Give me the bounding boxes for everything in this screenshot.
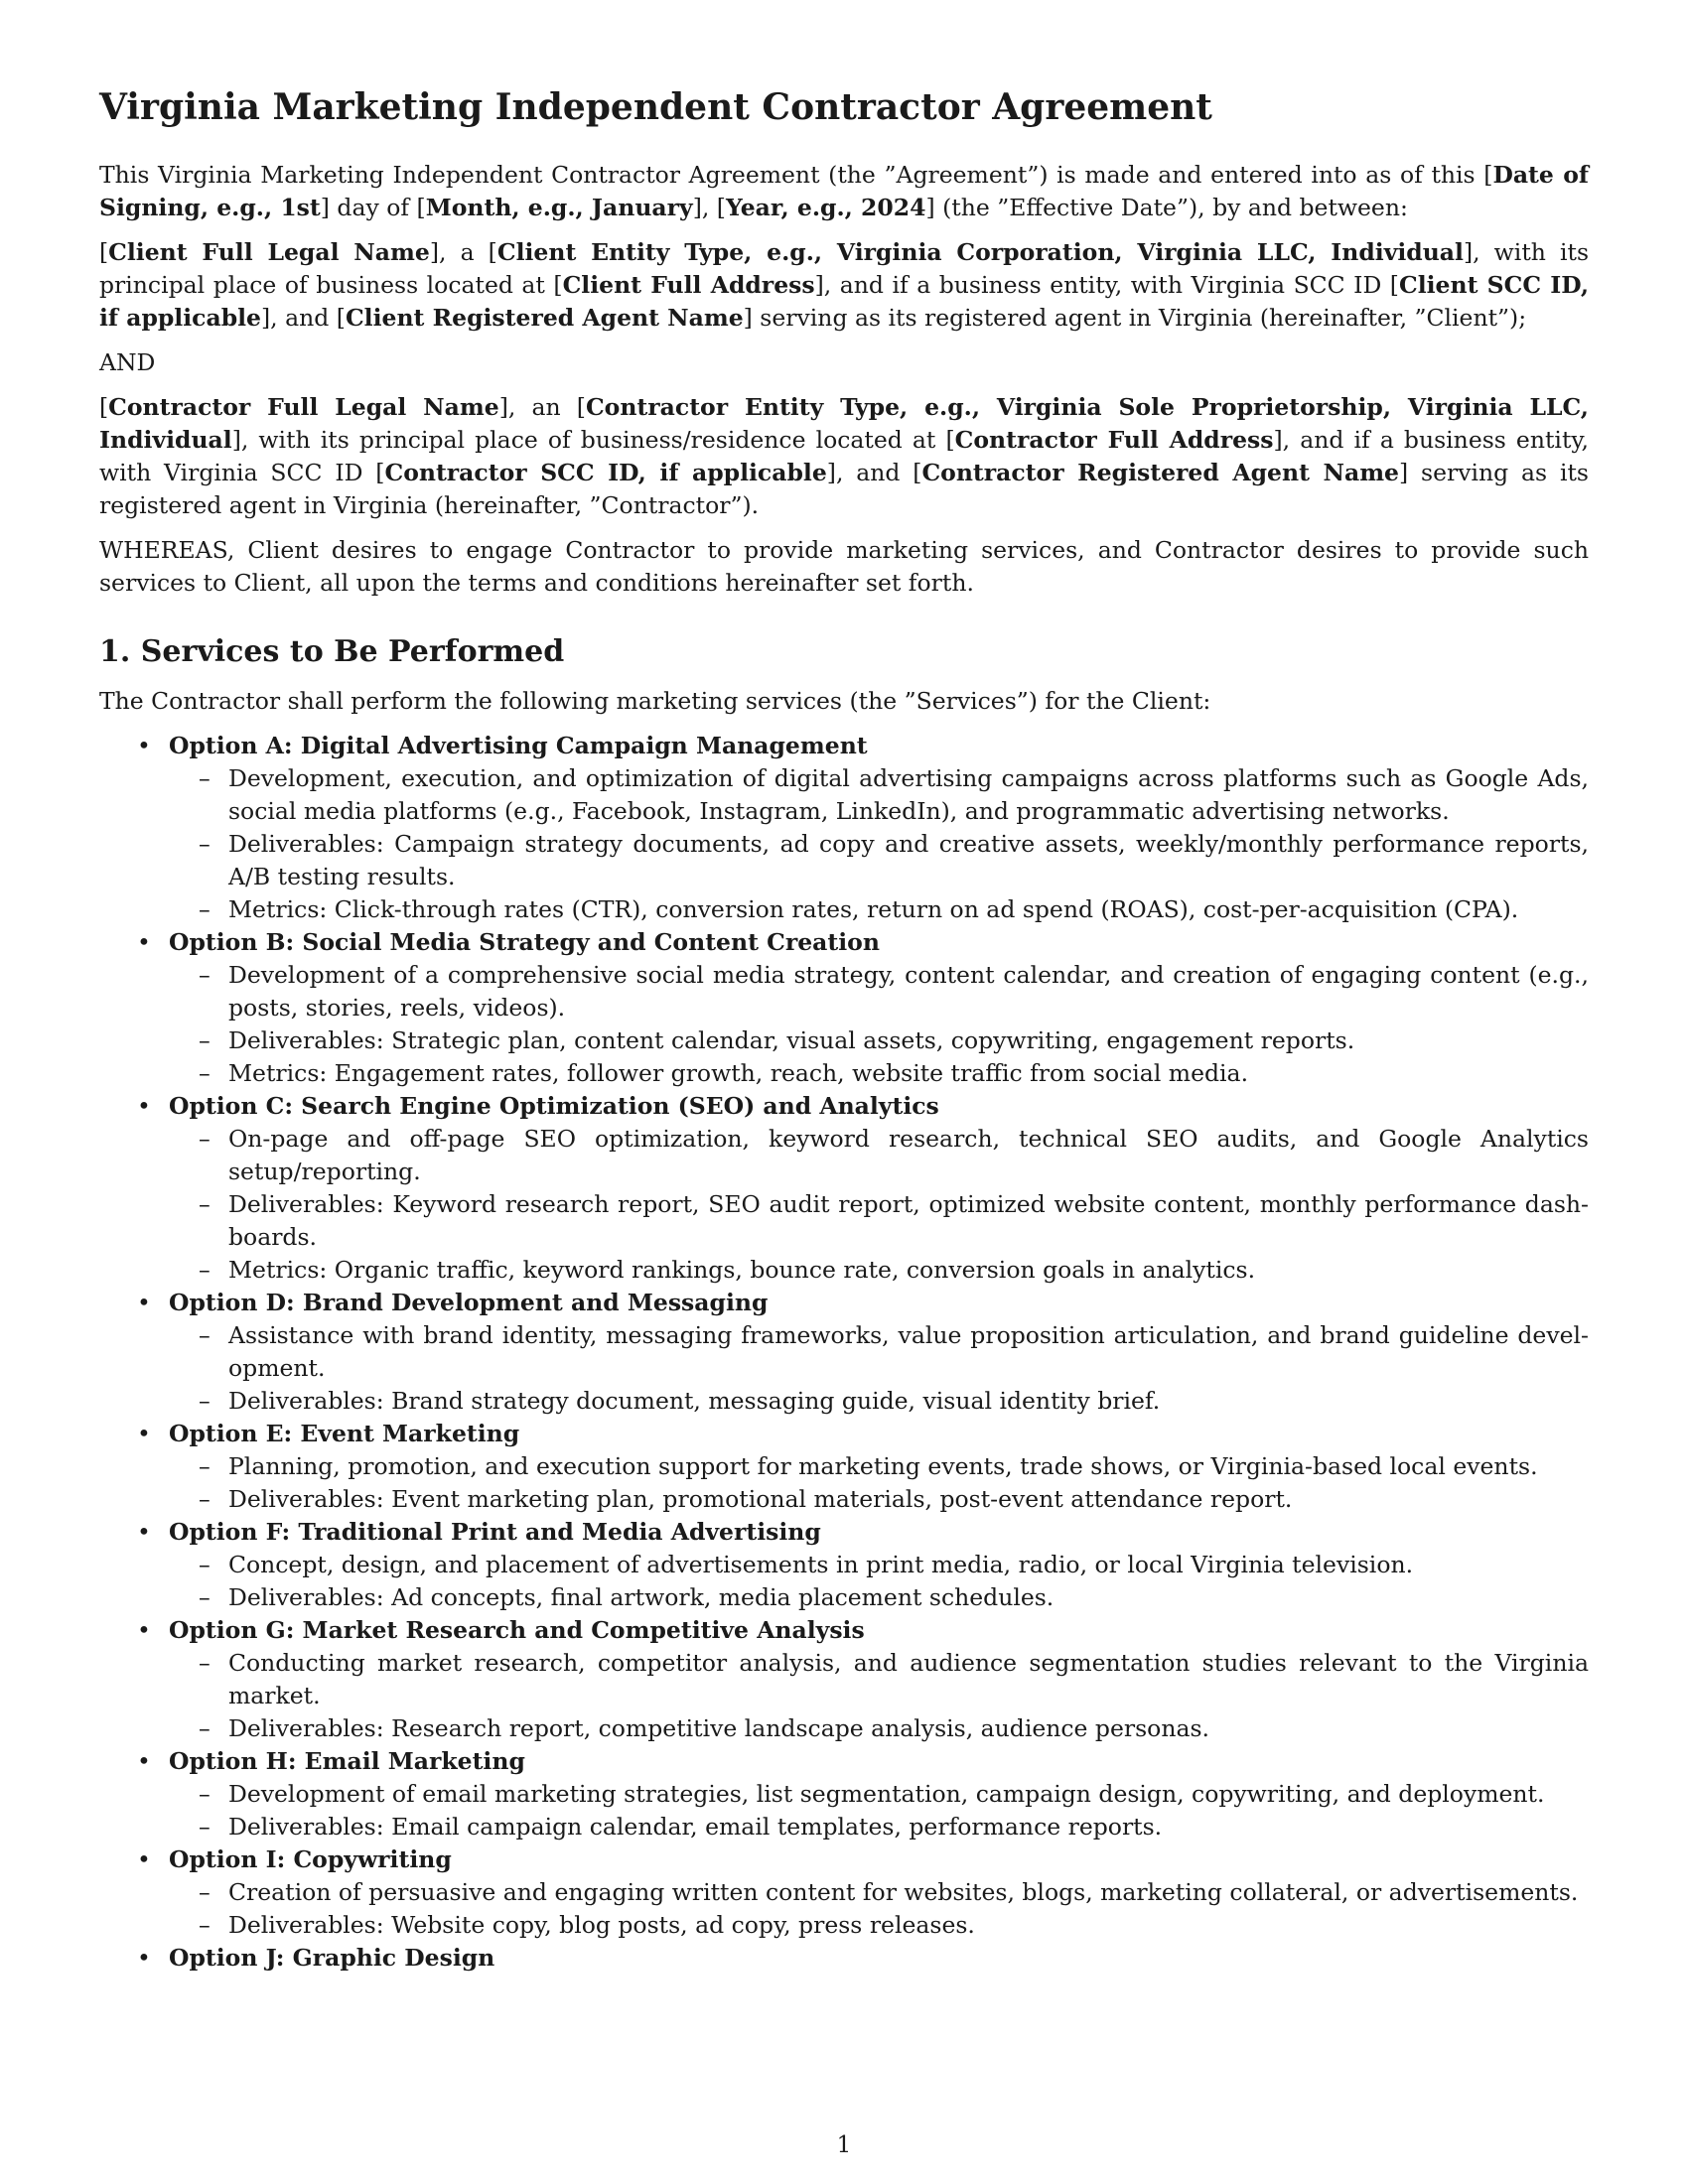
placeholder-field: Month, e.g., January	[425, 194, 693, 221]
intro-paragraph	[99, 159, 1589, 224]
placeholder-field: Contractor SCC ID, if applicable	[384, 459, 827, 486]
service-option-title: • Option C: Search Engine Optimization (SEO) and Analytics	[169, 1092, 939, 1120]
placeholder-field: Date of Signing, e.g., 1st	[99, 161, 1589, 221]
service-detail-item: – Deliverables: Strategic plan, content calendar, visual assets, copywriting, engagement reports.	[169, 1024, 1589, 1057]
service-detail-item: – Deliverables: Website copy, blog posts, ad copy, press releases.	[169, 1909, 1589, 1942]
service-detail-item: – Development of email marketing strategies, list segmentation, campaign design, copywriting, and deployment.	[169, 1778, 1589, 1811]
text-run: This Virginia Marketing Independent Contractor Agreement (the ”Agreement”) is made and entered into as of this	[99, 161, 1484, 189]
service-option-title: • Option B: Social Media Strategy and Content Creation	[169, 928, 880, 956]
page-number: 1	[836, 2132, 852, 2158]
service-options-list	[99, 730, 1589, 1975]
section-1-intro: The Contractor shall perform the following marketing services (the ”Services”) for the Client:	[99, 687, 1211, 715]
placeholder-field: Contractor Full Address	[954, 426, 1274, 454]
placeholder-field: Contractor Full Legal Name	[108, 393, 499, 421]
whereas-paragraph: WHEREAS, Client desires to engage Contractor to provide marketing services, and Contractor desires to provide such services to Client, all upon the terms and conditions hereinafter set forth.	[99, 536, 1589, 597]
service-detail-item: – Development, execution, and optimization of digital advertising campaigns across platforms such as Google Ads, social media platforms (e.g., Facebook, Instagram, LinkedIn), and programmatic advertising networks.	[169, 762, 1589, 828]
service-option-title: • Option J: Graphic Design	[169, 1944, 495, 1972]
service-detail-item: – Metrics: Engagement rates, follower growth, reach, website traffic from social media.	[169, 1057, 1589, 1090]
text-run: ] day of [	[320, 194, 426, 221]
service-option-details	[169, 1319, 1589, 1418]
service-option-details	[169, 1123, 1589, 1287]
service-option-details	[169, 1647, 1589, 1745]
service-detail-item: – Deliverables: Research report, competitive landscape analysis, audience personas.	[169, 1712, 1589, 1745]
service-option	[99, 1942, 1589, 1975]
and-label: AND	[99, 348, 156, 376]
service-detail-item: – Deliverables: Campaign strategy documents, ad copy and creative assets, weekly/monthly performance reports, A/B testing results.	[169, 828, 1589, 893]
service-detail-item: – Concept, design, and placement of advertisements in print media, radio, or local Virginia television.	[169, 1549, 1589, 1581]
section-1-heading: 1. Services to Be Performed	[99, 634, 565, 669]
text-run: ], and [	[261, 304, 346, 332]
service-detail-item: – Deliverables: Event marketing plan, promotional materials, post-event attendance report.	[169, 1483, 1589, 1516]
service-option-title: • Option I: Copywriting	[169, 1845, 452, 1873]
placeholder-field: Year, e.g., 2024	[725, 194, 926, 221]
service-option-details	[169, 762, 1589, 926]
text-run: ] (the ”Effective Date”), by and between:	[925, 194, 1408, 221]
service-option-details	[169, 959, 1589, 1090]
placeholder-field: Client Full Legal Name	[108, 238, 430, 266]
text-run: ], and [	[826, 459, 922, 486]
text-run: ], and if a business entity, with Virginia SCC ID [	[99, 426, 1590, 486]
service-detail-item: – Deliverables: Brand strategy document, messaging guide, visual identity brief.	[169, 1385, 1589, 1418]
service-detail-item: – On-page and off-page SEO optimization, keyword research, technical SEO audits, and Google Analytics setup/reporting.	[169, 1123, 1589, 1188]
placeholder-field: Contractor Entity Type, e.g., Virginia Sole Proprietorship, Virginia LLC, Individual	[99, 393, 1589, 454]
placeholder-field: Client Entity Type, e.g., Virginia Corporation, Virginia LLC, Individual	[496, 238, 1464, 266]
text-run: ], with its principal place of business located at [	[99, 238, 1590, 299]
service-option-details	[169, 1778, 1589, 1843]
document-body	[99, 85, 1589, 1975]
service-detail-item: – Assistance with brand identity, messaging frameworks, value proposition articulation, and brand guideline development.	[169, 1319, 1589, 1385]
text-run: ] serving as its registered agent in Virginia (hereinafter, ”Contractor”).	[99, 459, 1589, 519]
service-detail-item: – Deliverables: Keyword research report, SEO audit report, optimized website content, monthly performance dashboards.	[169, 1188, 1589, 1254]
placeholder-field: Client Registered Agent Name	[345, 304, 744, 332]
text-run: ], with its principal place of business/residence located at [	[231, 426, 955, 454]
document-title: Virginia Marketing Independent Contractor Agreement	[99, 86, 1212, 128]
service-detail-item: – Deliverables: Ad concepts, final artwork, media placement schedules.	[169, 1581, 1589, 1614]
text-run: [	[1483, 161, 1493, 189]
service-detail-item: – Creation of persuasive and engaging written content for websites, blogs, marketing collateral, or advertisements.	[169, 1876, 1589, 1909]
placeholder-field: Client SCC ID, if applicable	[99, 271, 1589, 332]
service-option	[99, 1418, 1589, 1516]
service-option	[99, 1287, 1589, 1418]
service-option	[99, 1516, 1589, 1614]
client-paragraph	[99, 236, 1589, 335]
service-detail-item: – Development of a comprehensive social media strategy, content calendar, and creation of engaging content (e.g., posts, stories, reels, videos).	[169, 959, 1589, 1024]
contractor-paragraph	[99, 391, 1589, 522]
text-run: ], and if a business entity, with Virginia SCC ID [	[814, 271, 1399, 299]
service-option	[99, 730, 1589, 926]
service-option	[99, 1090, 1589, 1287]
service-detail-item: – Planning, promotion, and execution support for marketing events, trade shows, or Virginia-based local events.	[169, 1450, 1589, 1483]
text-run: ], [	[692, 194, 726, 221]
service-option-title: • Option D: Brand Development and Messaging	[169, 1289, 769, 1316]
service-option-title: • Option E: Event Marketing	[169, 1420, 520, 1447]
service-detail-item: – Conducting market research, competitor analysis, and audience segmentation studies relevant to the Virginia market.	[169, 1647, 1589, 1712]
placeholder-field: Contractor Registered Agent Name	[921, 459, 1400, 486]
service-option	[99, 1614, 1589, 1745]
service-detail-item: – Metrics: Click-through rates (CTR), conversion rates, return on ad spend (ROAS), cost-per-acquisition (CPA).	[169, 893, 1589, 926]
service-detail-item: – Deliverables: Email campaign calendar, email templates, performance reports.	[169, 1811, 1589, 1843]
service-option	[99, 1745, 1589, 1843]
service-detail-item: – Metrics: Organic traffic, keyword rankings, bounce rate, conversion goals in analytics.	[169, 1254, 1589, 1287]
service-option-title: • Option F: Traditional Print and Media Advertising	[169, 1518, 821, 1546]
service-option	[99, 1843, 1589, 1942]
service-option	[99, 926, 1589, 1090]
service-option-details	[169, 1450, 1589, 1516]
service-option-details	[169, 1876, 1589, 1942]
service-option-title: • Option A: Digital Advertising Campaign Management	[169, 732, 868, 759]
service-option-details	[169, 1549, 1589, 1614]
text-run: [	[99, 238, 109, 266]
text-run: [	[99, 393, 109, 421]
text-run: ], an [	[498, 393, 586, 421]
placeholder-field: Client Full Address	[562, 271, 815, 299]
service-option-title: • Option H: Email Marketing	[169, 1747, 525, 1775]
text-run: ], a [	[429, 238, 497, 266]
text-run: ] serving as its registered agent in Virginia (hereinafter, ”Client”);	[743, 304, 1527, 332]
service-option-title: • Option G: Market Research and Competitive Analysis	[169, 1616, 865, 1644]
